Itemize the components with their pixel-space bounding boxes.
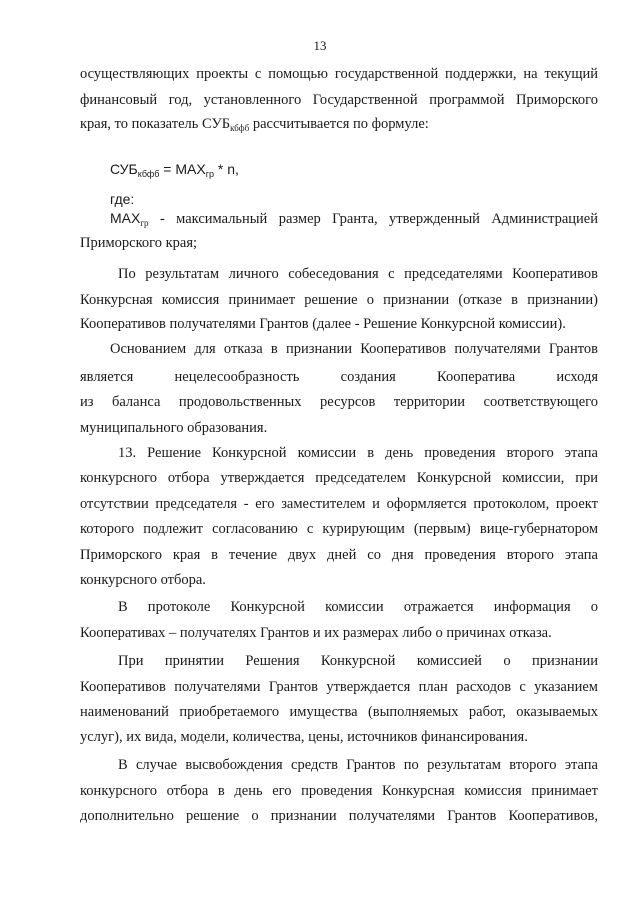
text-line: края, то показатель $СУБ_{кбфб}$ рассчитывается по формуле: (80, 116, 429, 133)
definition-line: $MAX_{гр}$ - максимальный размер Гранта, утвержденный Администрацией (110, 210, 598, 228)
text-line: отсутствии председателя - его заместителем и оформляется протоколом, проект (80, 496, 598, 512)
text-line: дополнительно решение о признании получателями Грантов Кооперативов, (80, 808, 598, 824)
text-line: 13. Решение Конкурсной комиссии в день проведения второго этапа (118, 445, 598, 461)
text-line: которого подлежит согласованию с курирующим (первым) вице-губернатором (80, 521, 598, 537)
text-line: осуществляющих проекты с помощью государственной поддержки, на текущий (80, 66, 598, 82)
where-label: где: (110, 191, 135, 207)
text-line: муниципального образования. (80, 420, 268, 436)
formula: $СУБ_{кбфб} = MAX_{гр} * n$, (110, 161, 239, 179)
text-line: конкурсного отбора в день его проведения Конкурсная комиссия принимает (80, 783, 598, 799)
text-line: В протоколе Конкурсной комиссии отражается информация о (118, 599, 598, 615)
text-line: услуг), их вида, модели, количества, цены, источников финансирования. (80, 729, 528, 745)
text-line: Кооперативов получателями Грантов (далее - Решение Конкурсной комиссии). (80, 316, 566, 332)
text-line: По результатам личного собеседования с председателями Кооперативов (118, 266, 598, 282)
text-line: Конкурсная комиссия принимает решение о признании (отказе в признании) (80, 292, 598, 308)
text-line: является нецелесообразность создания Кооператива исходя (80, 369, 598, 385)
text-line: финансовый год, установленного Государственной программой Приморского (80, 92, 598, 108)
text-line: конкурсного отбора. (80, 572, 206, 588)
text-line: Приморского края в течение двух дней со дня проведения второго этапа (80, 547, 598, 563)
text-line: Кооперативах – получателях Грантов и их размерах либо о причинах отказа. (80, 625, 552, 641)
text-line: Приморского края; (80, 235, 198, 251)
text-line: В случае высвобождения средств Грантов по результатам второго этапа (118, 757, 598, 773)
text-line: Кооперативов получателями Грантов утверждается план расходов с указанием (80, 679, 598, 695)
text-line: из баланса продовольственных ресурсов территории соответствующего (80, 394, 598, 410)
page-number: 13 (313, 38, 327, 53)
text-line: наименований приобретаемого имущества (выполняемых работ, оказываемых (80, 704, 598, 720)
text-line: конкурсного отбора утверждается председателем Конкурсной комиссии, при (80, 470, 598, 486)
text-line: Основанием для отказа в признании Кооперативов получателями Грантов (110, 341, 598, 357)
text-line: При принятии Решения Конкурсной комиссией о признании (118, 653, 598, 669)
